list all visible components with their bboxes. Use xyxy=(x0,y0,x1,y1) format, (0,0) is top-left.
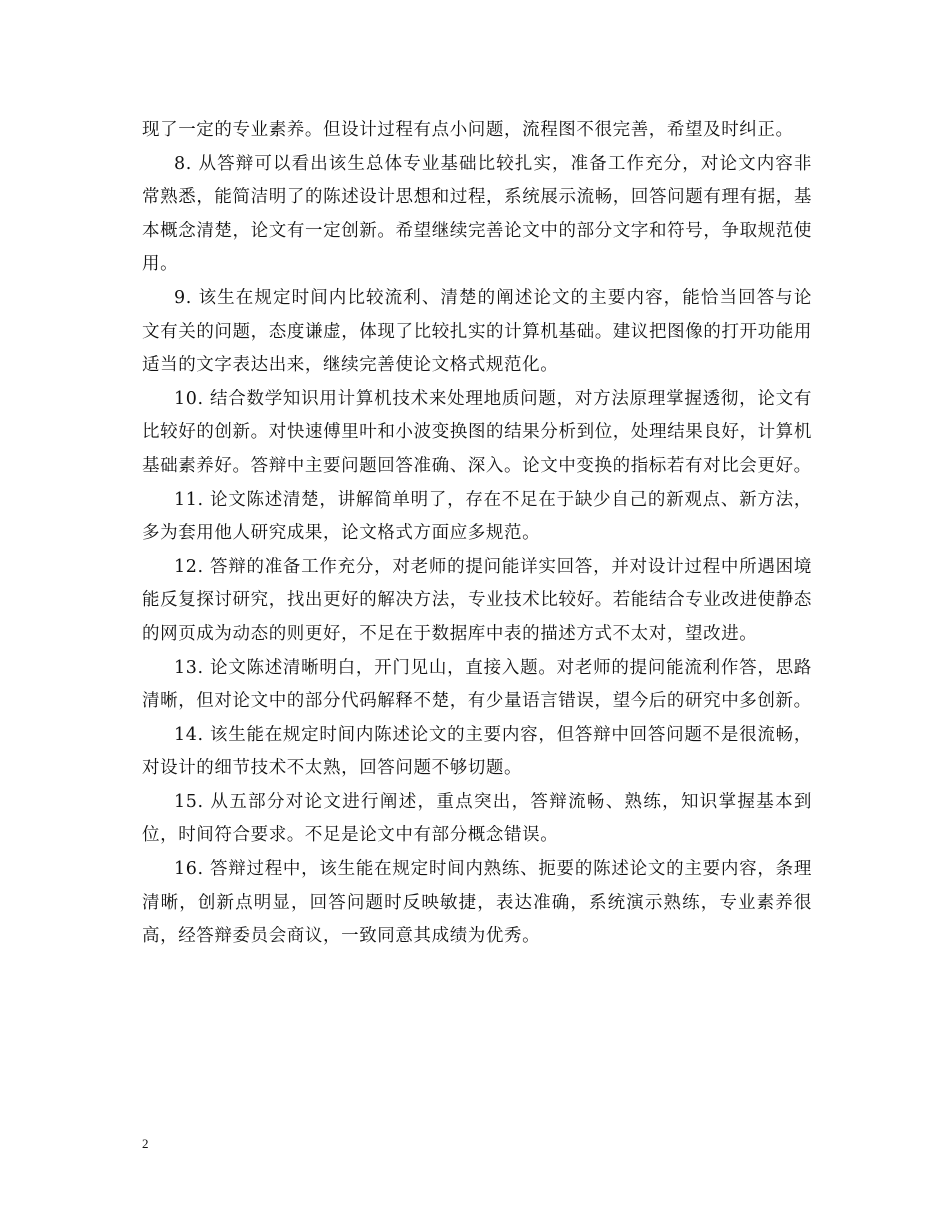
paragraph-item-9: 9. 该生在规定时间内比较流利、清楚的阐述论文的主要内容，能恰当回答与论文有关的问题，态度谦虚，体现了比较扎实的计算机基础。建议把图像的打开功能用适当的文字表达出来，继续完善使论文格式规范化。 xyxy=(142,287,812,376)
paragraph-item-11: 11. 论文陈述清楚，讲解简单明了，存在不足在于缺少自己的新观点、新方法，多为套用他人研究成果，论文格式方面应多规范。 xyxy=(142,489,812,544)
paragraph-continued: 现了一定的专业素养。但设计过程有点小问题，流程图不很完善，希望及时纠正。 xyxy=(142,120,794,140)
paragraph-item-14: 14. 该生能在规定时间内陈述论文的主要内容，但答辩中回答问题不是很流畅，对设计的细节技术不太熟，回答问题不够切题。 xyxy=(142,724,812,779)
paragraph-item-8: 8. 从答辩可以看出该生总体专业基础比较扎实，准备工作充分，对论文内容非常熟悉，能简洁明了的陈述设计思想和过程，系统展示流畅，回答问题有理有据，基本概念清楚，论文有一定创新。希望继续完善论文中的部分文字和符号，争取规范使用。 xyxy=(142,153,812,275)
paragraph-item-12: 12. 答辩的准备工作充分，对老师的提问能详实回答，并对设计过程中所遇困境能反复探讨研究，找出更好的解决方法，专业技术比较好。若能结合专业改进使静态的网页成为动态的则更好，不足在于数据库中表的描述方式不太对，望改进。 xyxy=(142,556,812,644)
document-body xyxy=(142,114,812,954)
paragraph-item-16: 16. 答辩过程中，该生能在规定时间内熟练、扼要的陈述论文的主要内容，条理清晰，创新点明显，回答问题时反映敏捷，表达准确，系统演示熟练，专业素养很高，经答辩委员会商议，一致同意其成绩为优秀。 xyxy=(142,859,812,947)
paragraph-item-15: 15. 从五部分对论文进行阐述，重点突出，答辩流畅、熟练，知识掌握基本到位，时间符合要求。不足是论文中有部分概念错误。 xyxy=(142,791,812,846)
page-number: 2 xyxy=(142,1136,149,1151)
paragraph-item-13: 13. 论文陈述清晰明白，开门见山，直接入题。对老师的提问能流利作答，思路清晰，但对论文中的部分代码解释不楚，有少量语言错误，望今后的研究中多创新。 xyxy=(142,657,812,712)
paragraph-item-10: 10. 结合数学知识用计算机技术来处理地质问题，对方法原理掌握透彻，论文有比较好的创新。对快速傅里叶和小波变换图的结果分析到位，处理结果良好，计算机基础素养好。答辩中主要问题回答准确、深入。论文中变换的指标若有对比会更好。 xyxy=(142,388,812,476)
